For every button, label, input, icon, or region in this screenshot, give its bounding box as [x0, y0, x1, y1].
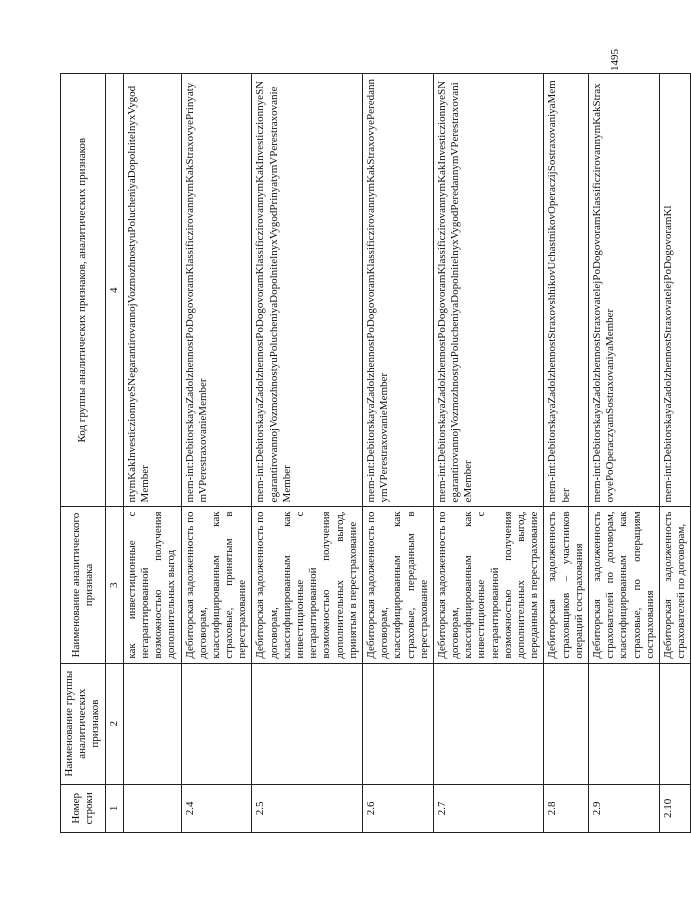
feature-name: Дебиторская задолженность страхователей по договорам,: [659, 506, 690, 662]
table-row: [588, 73, 659, 832]
column-number: 2: [105, 663, 123, 784]
feature-code: mem-int:DebitorskayaZadolzhennostStraxovatelejPoDogovoramKl: [659, 73, 690, 506]
page-number: 1495: [609, 49, 621, 71]
row-number: 2.9: [588, 784, 659, 832]
feature-code: mem-int:DebitorskayaZadolzhennostPoDogovoramKlassificzirovannymKakStraxovyePeredannymVPerestraxovanieMember: [362, 73, 433, 506]
feature-name: Дебиторская задолженность страхователей по договорам, классифицированным как страховые, по операциям сострахования: [588, 506, 659, 662]
feature-name: как инвестиционные с негарантированной возможностью получения дополнительных выгод: [123, 506, 181, 662]
feature-code: mem-int:DebitorskayaZadolzhennostStraxovshhikovUchastnikovOperaczijSostraxovaniyaMember: [544, 73, 589, 506]
row-number: 2.5: [252, 784, 363, 832]
row-number: 2.6: [362, 784, 433, 832]
feature-name: Дебиторская задолженность страховщиков – участников операций сострахования: [544, 506, 589, 662]
header-code: Код группы аналитических признаков, аналитических признаков: [61, 73, 106, 506]
table-row: [362, 73, 433, 832]
table-row: [181, 73, 252, 832]
header-feature-name: Наименование аналитического признака: [61, 506, 106, 662]
column-number-row: [105, 73, 123, 832]
table-header-row: [61, 73, 106, 832]
group-name: [252, 663, 363, 784]
rotated-table-container: [60, 73, 688, 833]
row-number: 2.7: [433, 784, 544, 832]
table-row: [659, 73, 690, 832]
table-row: [433, 73, 544, 832]
group-name: [181, 663, 252, 784]
feature-name: Дебиторская задолженность по договорам, классифицированным как инвестиционные с негарантированной возможностью получения дополнительных выгод, переданным в перестрахование: [433, 506, 544, 662]
row-number: 2.4: [181, 784, 252, 832]
feature-code: mem-int:DebitorskayaZadolzhennostPoDogovoramKlassificzirovannymKakStraxovyePrinyatymVPerestraxovanieMember: [181, 73, 252, 506]
table-body: [123, 73, 691, 832]
row-number: 2.8: [544, 784, 589, 832]
column-number: 1: [105, 784, 123, 832]
group-name: [659, 663, 690, 784]
column-number: 4: [105, 73, 123, 506]
column-number: 3: [105, 506, 123, 662]
feature-code: mem-int:DebitorskayaZadolzhennostPoDogovoramKlassificzirovannymKakInvesticzionnyeSNegarantirovannojVozmozhnostyuPolucheniyaDopolnitelnyxVygodPeredannymVPerestraxovanieMember: [433, 73, 544, 506]
table-row: [544, 73, 589, 832]
group-name: [433, 663, 544, 784]
feature-name: Дебиторская задолженность по договорам, классифицированным как страховые, принятым в перестрахование: [181, 506, 252, 662]
feature-code: ntymKakInvesticzionnyeSNegarantirovannojVozmozhnostyuPolucheniyaDopolnitelnyxVygodMember: [123, 73, 181, 506]
group-name: [362, 663, 433, 784]
feature-name: Дебиторская задолженность по договорам, классифицированным как инвестиционные с негарантированной возможностью получения дополнительных выгод, принятым в перестрахование: [252, 506, 363, 662]
group-name: [544, 663, 589, 784]
feature-code: mem-int:DebitorskayaZadolzhennostPoDogovoramKlassificzirovannymKakInvesticzionnyeSNegarantirovannojVozmozhnostyuPolucheniyaDopolnitelnyxVygodPrinyatymVPerestraxovanieMember: [252, 73, 363, 506]
group-name: [588, 663, 659, 784]
feature-code: mem-int:DebitorskayaZadolzhennostStraxovatelejPoDogovoramKlassificzirovannymKakStraxovyePoOperaczyamSostraxovaniyaMember: [588, 73, 659, 506]
feature-name: Дебиторская задолженность по договорам, классифицированным как страховые, переданным в перестрахование: [362, 506, 433, 662]
table-row: [252, 73, 363, 832]
row-number: 2.10: [659, 784, 690, 832]
row-number: [123, 784, 181, 832]
table-row: [123, 73, 181, 832]
group-name: [123, 663, 181, 784]
header-group-name: Наименование группы аналитических признаков: [61, 663, 106, 784]
header-row-number: Номер строки: [61, 784, 106, 832]
analytic-features-table: [60, 73, 691, 833]
